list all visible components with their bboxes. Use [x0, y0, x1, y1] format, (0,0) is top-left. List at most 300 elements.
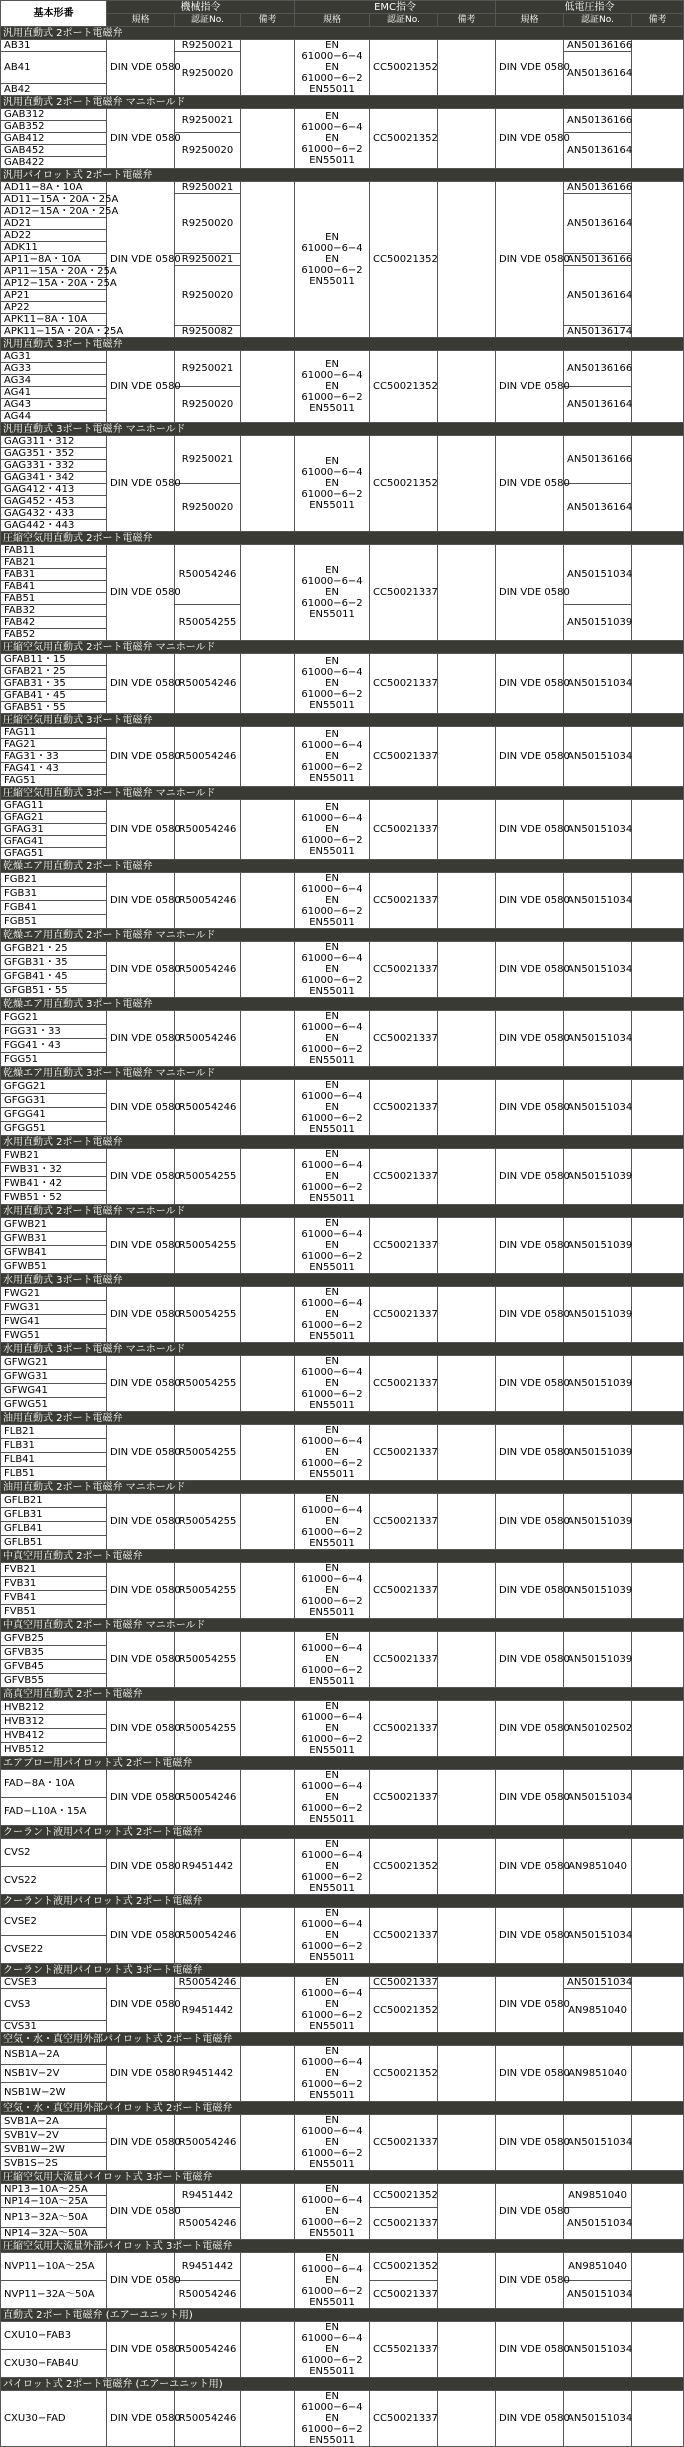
- machinery-cert-no: R9451442: [175, 1989, 241, 2033]
- model-cell: AB42: [1, 84, 107, 96]
- header-machinery-note: 備考: [241, 14, 295, 27]
- emc-standard: EN 61000−6−4 EN 61000−6−2 EN55011: [295, 800, 370, 860]
- section-title: 水用直動式 2ポート電磁弁 マニホールド: [1, 1205, 684, 1218]
- lowvoltage-cert-no: AN50151034: [564, 942, 632, 998]
- model-cell: AP21: [1, 290, 107, 302]
- model-cell: NVP11−32A〜50A: [1, 2281, 107, 2309]
- lowvoltage-cert-no: AN50151034: [564, 2208, 632, 2240]
- model-cell: GAB412: [1, 133, 107, 145]
- model-cell: GFLB31: [1, 1508, 107, 1522]
- header-emc-note: 備考: [438, 14, 496, 27]
- lowvoltage-standard: DIN VDE 0580: [496, 2046, 564, 2102]
- section-header-row: [1, 1895, 684, 1908]
- model-cell: FAB11: [1, 545, 107, 557]
- table-row: [1, 2391, 684, 2447]
- model-cell: GFWG21: [1, 1356, 107, 1370]
- lowvoltage-note: [632, 800, 684, 860]
- model-cell: GFWB51: [1, 1260, 107, 1274]
- lowvoltage-cert-no: AN9851040: [564, 2046, 632, 2102]
- table-row: [1, 2253, 684, 2281]
- section-title: 汎用直動式 3ポート電磁弁: [1, 338, 684, 351]
- emc-cert-no: CC50021337: [370, 1977, 438, 1989]
- lowvoltage-cert-no: AN50136164: [564, 194, 632, 254]
- lowvoltage-cert-no: AN50151034: [564, 1977, 632, 1989]
- machinery-standard: DIN VDE 0580: [107, 40, 175, 96]
- model-cell: NSB1W−2W: [1, 2083, 107, 2102]
- section-title: 圧縮空気用直動式 2ポート電磁弁 マニホールド: [1, 641, 684, 654]
- emc-note: [438, 40, 496, 96]
- emc-note: [438, 436, 496, 532]
- section-title: 圧縮空気用直動式 2ポート電磁弁: [1, 532, 684, 545]
- model-cell: APK11−15A・20A・25A: [1, 326, 107, 338]
- emc-cert-no: CC50021352: [370, 109, 438, 169]
- lowvoltage-standard: DIN VDE 0580: [496, 1632, 564, 1688]
- machinery-cert-no: R9250082: [175, 326, 241, 338]
- lowvoltage-note: [632, 2046, 684, 2102]
- machinery-standard: DIN VDE 0580: [107, 727, 175, 787]
- section-title: 高真空用直動式 2ポート電磁弁: [1, 1688, 684, 1701]
- lowvoltage-standard: DIN VDE 0580: [496, 109, 564, 169]
- machinery-standard: DIN VDE 0580: [107, 1563, 175, 1619]
- machinery-note: [241, 1356, 295, 1412]
- machinery-note: [241, 1839, 295, 1895]
- lowvoltage-cert-no: AN9851040: [564, 2184, 632, 2208]
- emc-note: [438, 1839, 496, 1895]
- section-title: 圧縮空気用大流量外部パイロット式 3ポート電磁弁: [1, 2240, 684, 2253]
- section-title: 油用直動式 2ポート電磁弁 マニホールド: [1, 1481, 684, 1494]
- table-row: [1, 351, 684, 363]
- emc-standard: EN 61000−6−4 EN 61000−6−2 EN55011: [295, 1839, 370, 1895]
- model-cell: FAG21: [1, 739, 107, 751]
- header-lv-std: 規格: [496, 14, 564, 27]
- lowvoltage-note: [632, 1425, 684, 1481]
- machinery-standard: DIN VDE 0580: [107, 1977, 175, 2033]
- model-cell: FAG31・33: [1, 751, 107, 763]
- header-lv-note: 備考: [632, 14, 684, 27]
- table-row: [1, 1287, 684, 1301]
- model-cell: FWG51: [1, 1329, 107, 1343]
- model-cell: GFAG41: [1, 836, 107, 848]
- model-cell: GFLB21: [1, 1494, 107, 1508]
- machinery-cert-no: R9250020: [175, 484, 241, 532]
- model-cell: GFWB31: [1, 1232, 107, 1246]
- section-header-row: [1, 860, 684, 873]
- machinery-standard: DIN VDE 0580: [107, 1080, 175, 1136]
- emc-cert-no: CC50021352: [370, 2253, 438, 2281]
- machinery-cert-no: R9250020: [175, 387, 241, 423]
- lowvoltage-cert-no: AN50136166: [564, 436, 632, 484]
- machinery-note: [241, 109, 295, 169]
- table-body: [1, 27, 684, 2447]
- header-emc-std: 規格: [295, 14, 370, 27]
- emc-cert-no: CC50021337: [370, 800, 438, 860]
- emc-cert-no: CC50021337: [370, 1218, 438, 1274]
- machinery-note: [241, 351, 295, 423]
- lowvoltage-cert-no: AN50136164: [564, 266, 632, 326]
- model-cell: GFAG31: [1, 824, 107, 836]
- model-cell: AG33: [1, 363, 107, 375]
- emc-cert-no: CC50021337: [370, 1080, 438, 1136]
- machinery-cert-no: R9451442: [175, 2046, 241, 2102]
- lowvoltage-note: [632, 545, 684, 641]
- section-title: 乾燥エア用直動式 2ポート電磁弁 マニホールド: [1, 929, 684, 942]
- emc-note: [438, 2046, 496, 2102]
- machinery-cert-no: R9250021: [175, 109, 241, 133]
- emc-standard: EN 61000−6−4 EN 61000−6−2 EN55011: [295, 873, 370, 929]
- machinery-standard: DIN VDE 0580: [107, 1149, 175, 1205]
- model-cell: GFAG11: [1, 800, 107, 812]
- section-header-row: [1, 1619, 684, 1632]
- model-cell: GFAB41・45: [1, 690, 107, 702]
- lowvoltage-cert-no: AN50151034: [564, 2115, 632, 2171]
- table-row: [1, 1908, 684, 1936]
- section-header-row: [1, 929, 684, 942]
- header-emc-directive: EMC指令: [295, 1, 496, 14]
- model-cell: GFVB45: [1, 1660, 107, 1674]
- machinery-note: [241, 1287, 295, 1343]
- model-cell: FGG51: [1, 1053, 107, 1067]
- table-row: [1, 1494, 684, 1508]
- machinery-note: [241, 2184, 295, 2240]
- model-cell: NP14−32A〜50A: [1, 2228, 107, 2240]
- section-header-row: [1, 169, 684, 182]
- model-cell: GFGB41・45: [1, 970, 107, 984]
- model-cell: FAB42: [1, 617, 107, 629]
- emc-note: [438, 654, 496, 714]
- model-cell: CVSE2: [1, 1908, 107, 1936]
- machinery-cert-no: R9451442: [175, 1839, 241, 1895]
- machinery-note: [241, 1632, 295, 1688]
- model-cell: GFVB35: [1, 1646, 107, 1660]
- emc-cert-no: CC50021337: [370, 727, 438, 787]
- lowvoltage-note: [632, 1287, 684, 1343]
- machinery-standard: DIN VDE 0580: [107, 1356, 175, 1412]
- model-cell: SVB1W−2W: [1, 2143, 107, 2157]
- machinery-note: [241, 1908, 295, 1964]
- model-cell: AG43: [1, 399, 107, 411]
- machinery-note: [241, 1080, 295, 1136]
- lowvoltage-standard: DIN VDE 0580: [496, 2253, 564, 2309]
- section-title: 乾燥エア用直動式 3ポート電磁弁 マニホールド: [1, 1067, 684, 1080]
- lowvoltage-note: [632, 654, 684, 714]
- lowvoltage-standard: DIN VDE 0580: [496, 1908, 564, 1964]
- machinery-standard: DIN VDE 0580: [107, 942, 175, 998]
- model-cell: AG31: [1, 351, 107, 363]
- model-cell: GFAB51・55: [1, 702, 107, 714]
- model-cell: AP12−15A・20A・25A: [1, 278, 107, 290]
- emc-standard: EN 61000−6−4 EN 61000−6−2 EN55011: [295, 1356, 370, 1412]
- emc-standard: EN 61000−6−4 EN 61000−6−2 EN55011: [295, 2391, 370, 2447]
- emc-standard: EN 61000−6−4 EN 61000−6−2 EN55011: [295, 2253, 370, 2309]
- model-cell: GAG331・332: [1, 460, 107, 472]
- machinery-note: [241, 1011, 295, 1067]
- model-cell: GFAB11・15: [1, 654, 107, 666]
- section-title: 汎用直動式 2ポート電磁弁 マニホールド: [1, 96, 684, 109]
- model-cell: FWG31: [1, 1301, 107, 1315]
- emc-note: [438, 1977, 496, 2033]
- header-lv-cert: 認証No.: [564, 14, 632, 27]
- model-cell: NP13−10A〜25A: [1, 2184, 107, 2196]
- model-cell: AG44: [1, 411, 107, 423]
- machinery-note: [241, 727, 295, 787]
- model-cell: NVP11−10A〜25A: [1, 2253, 107, 2281]
- lowvoltage-note: [632, 1563, 684, 1619]
- model-cell: HVB512: [1, 1743, 107, 1757]
- emc-cert-no: CC50021352: [370, 436, 438, 532]
- emc-note: [438, 942, 496, 998]
- table-row: [1, 2046, 684, 2065]
- lowvoltage-standard: DIN VDE 0580: [496, 545, 564, 641]
- model-cell: FWB51・52: [1, 1191, 107, 1205]
- model-cell: GAB312: [1, 109, 107, 121]
- lowvoltage-note: [632, 1218, 684, 1274]
- lowvoltage-cert-no: AN50136166: [564, 40, 632, 52]
- table-row: [1, 436, 684, 448]
- lowvoltage-note: [632, 2115, 684, 2171]
- emc-cert-no: CC50021337: [370, 2208, 438, 2240]
- lowvoltage-note: [632, 182, 684, 338]
- emc-note: [438, 2322, 496, 2378]
- lowvoltage-standard: DIN VDE 0580: [496, 654, 564, 714]
- emc-note: [438, 1080, 496, 1136]
- machinery-cert-no: R9250021: [175, 351, 241, 387]
- model-cell: GFVB55: [1, 1674, 107, 1688]
- emc-note: [438, 1494, 496, 1550]
- machinery-note: [241, 2391, 295, 2447]
- section-title: 汎用パイロット式 2ポート電磁弁: [1, 169, 684, 182]
- model-cell: GFAB21・25: [1, 666, 107, 678]
- machinery-standard: DIN VDE 0580: [107, 800, 175, 860]
- machinery-cert-no: R9250020: [175, 133, 241, 169]
- lowvoltage-note: [632, 1701, 684, 1757]
- section-header-row: [1, 1481, 684, 1494]
- model-cell: GFWG31: [1, 1370, 107, 1384]
- model-cell: GAG412・413: [1, 484, 107, 496]
- section-header-row: [1, 2309, 684, 2322]
- emc-standard: EN 61000−6−4 EN 61000−6−2 EN55011: [295, 1011, 370, 1067]
- lowvoltage-standard: DIN VDE 0580: [496, 1977, 564, 2033]
- machinery-cert-no: R50054246: [175, 1080, 241, 1136]
- model-cell: GFLB51: [1, 1536, 107, 1550]
- model-cell: FAD−8A・10A: [1, 1770, 107, 1798]
- machinery-cert-no: R9250020: [175, 194, 241, 254]
- lowvoltage-standard: DIN VDE 0580: [496, 1287, 564, 1343]
- lowvoltage-standard: DIN VDE 0580: [496, 1356, 564, 1412]
- emc-cert-no: CC50021337: [370, 1425, 438, 1481]
- emc-standard: EN 61000−6−4 EN 61000−6−2 EN55011: [295, 1425, 370, 1481]
- lowvoltage-cert-no: AN50151039: [564, 1356, 632, 1412]
- lowvoltage-standard: DIN VDE 0580: [496, 1563, 564, 1619]
- lowvoltage-cert-no: AN50136164: [564, 133, 632, 169]
- emc-cert-no: CC50021337: [370, 873, 438, 929]
- model-cell: SVB1S−2S: [1, 2157, 107, 2171]
- emc-cert-no: CC50021337: [370, 2391, 438, 2447]
- section-header-row: [1, 1826, 684, 1839]
- table-row: [1, 1356, 684, 1370]
- model-cell: GFAG51: [1, 848, 107, 860]
- section-header-row: [1, 1688, 684, 1701]
- lowvoltage-cert-no: AN50151039: [564, 1563, 632, 1619]
- model-cell: NSB1V−2V: [1, 2064, 107, 2083]
- model-cell: AD12−15A・20A・25A: [1, 206, 107, 218]
- emc-note: [438, 182, 496, 338]
- model-cell: FGB41: [1, 901, 107, 915]
- header-machinery-cert: 認証No.: [175, 14, 241, 27]
- machinery-note: [241, 1701, 295, 1757]
- machinery-note: [241, 40, 295, 96]
- emc-standard: EN 61000−6−4 EN 61000−6−2 EN55011: [295, 436, 370, 532]
- machinery-standard: DIN VDE 0580: [107, 1011, 175, 1067]
- model-cell: GAG341・342: [1, 472, 107, 484]
- lowvoltage-cert-no: AN50136166: [564, 351, 632, 387]
- model-cell: GFGG51: [1, 1122, 107, 1136]
- machinery-standard: DIN VDE 0580: [107, 545, 175, 641]
- model-cell: CXU30−FAB4U: [1, 2350, 107, 2378]
- machinery-cert-no: R50054255: [175, 1563, 241, 1619]
- machinery-cert-no: R50054255: [175, 1149, 241, 1205]
- lowvoltage-cert-no: AN9851040: [564, 1839, 632, 1895]
- model-cell: ADK11: [1, 242, 107, 254]
- section-header-row: [1, 1067, 684, 1080]
- emc-cert-no: CC50021352: [370, 1839, 438, 1895]
- emc-note: [438, 2391, 496, 2447]
- model-cell: FAD−L10A・15A: [1, 1798, 107, 1826]
- section-header-row: [1, 27, 684, 40]
- machinery-note: [241, 1218, 295, 1274]
- table-row: [1, 1701, 684, 1715]
- machinery-note: [241, 2253, 295, 2309]
- emc-standard: EN 61000−6−4 EN 61000−6−2 EN55011: [295, 1218, 370, 1274]
- machinery-cert-no: R50054255: [175, 1701, 241, 1757]
- model-cell: GAG432・433: [1, 508, 107, 520]
- table-row: [1, 1563, 684, 1577]
- machinery-cert-no: R50054246: [175, 1770, 241, 1826]
- lowvoltage-note: [632, 1770, 684, 1826]
- lowvoltage-cert-no: AN50151034: [564, 2391, 632, 2447]
- machinery-standard: DIN VDE 0580: [107, 2253, 175, 2309]
- emc-cert-no: CC50021337: [370, 1908, 438, 1964]
- lowvoltage-note: [632, 2391, 684, 2447]
- machinery-standard: DIN VDE 0580: [107, 1770, 175, 1826]
- machinery-cert-no: R50054255: [175, 1356, 241, 1412]
- machinery-standard: DIN VDE 0580: [107, 1701, 175, 1757]
- machinery-standard: DIN VDE 0580: [107, 1908, 175, 1964]
- lowvoltage-standard: DIN VDE 0580: [496, 351, 564, 423]
- model-cell: FGB21: [1, 873, 107, 887]
- model-cell: GFVB25: [1, 1632, 107, 1646]
- lowvoltage-cert-no: AN50151039: [564, 1632, 632, 1688]
- machinery-cert-no: R9250020: [175, 266, 241, 326]
- table-row: [1, 1080, 684, 1094]
- machinery-standard: DIN VDE 0580: [107, 1218, 175, 1274]
- model-cell: GFGG21: [1, 1080, 107, 1094]
- emc-note: [438, 1701, 496, 1757]
- model-cell: FAB31: [1, 569, 107, 581]
- emc-standard: EN 61000−6−4 EN 61000−6−2 EN55011: [295, 1701, 370, 1757]
- emc-note: [438, 2253, 496, 2309]
- model-cell: GAB352: [1, 121, 107, 133]
- lowvoltage-cert-no: AN50151034: [564, 1011, 632, 1067]
- table-row: [1, 1011, 684, 1025]
- section-title: 水用直動式 3ポート電磁弁: [1, 1274, 684, 1287]
- model-cell: AP22: [1, 302, 107, 314]
- lowvoltage-note: [632, 2184, 684, 2240]
- emc-cert-no: CC50021337: [370, 1011, 438, 1067]
- model-cell: FWB31・32: [1, 1163, 107, 1177]
- machinery-standard: DIN VDE 0580: [107, 2322, 175, 2378]
- emc-cert-no: CC50021352: [370, 182, 438, 338]
- model-cell: CVS3: [1, 1989, 107, 2021]
- model-cell: FGB51: [1, 915, 107, 929]
- table-row: [1, 1839, 684, 1867]
- machinery-cert-no: R9451442: [175, 2184, 241, 2208]
- model-cell: CVS31: [1, 2021, 107, 2033]
- emc-note: [438, 1632, 496, 1688]
- model-cell: GFGB31・35: [1, 956, 107, 970]
- model-cell: GAG442・443: [1, 520, 107, 532]
- emc-standard: EN 61000−6−4 EN 61000−6−2 EN55011: [295, 1287, 370, 1343]
- emc-cert-no: CC50021352: [370, 351, 438, 423]
- model-cell: GFWB41: [1, 1246, 107, 1260]
- lowvoltage-standard: DIN VDE 0580: [496, 1701, 564, 1757]
- emc-standard: EN 61000−6−4 EN 61000−6−2 EN55011: [295, 182, 370, 338]
- section-title: 圧縮空気用大流量パイロット式 3ポート電磁弁: [1, 2171, 684, 2184]
- machinery-standard: DIN VDE 0580: [107, 1425, 175, 1481]
- model-cell: FAB32: [1, 605, 107, 617]
- model-cell: GFWG51: [1, 1398, 107, 1412]
- machinery-cert-no: R50054246: [175, 2115, 241, 2171]
- emc-cert-no: CC50021337: [370, 1563, 438, 1619]
- table-row: [1, 727, 684, 739]
- machinery-note: [241, 1149, 295, 1205]
- model-cell: CVSE22: [1, 1936, 107, 1964]
- lowvoltage-note: [632, 1977, 684, 2033]
- emc-cert-no: CC55021337: [370, 2322, 438, 2378]
- lowvoltage-cert-no: AN9851040: [564, 2253, 632, 2281]
- section-title: クーラント液用パイロット式 3ポート電磁弁: [1, 1964, 684, 1977]
- lowvoltage-standard: DIN VDE 0580: [496, 40, 564, 96]
- model-cell: AD21: [1, 218, 107, 230]
- lowvoltage-cert-no: AN50151039: [564, 1218, 632, 1274]
- model-cell: CXU10−FAB3: [1, 2322, 107, 2350]
- table-row: [1, 873, 684, 887]
- lowvoltage-cert-no: AN50151039: [564, 1149, 632, 1205]
- lowvoltage-note: [632, 1356, 684, 1412]
- model-cell: HVB312: [1, 1715, 107, 1729]
- model-cell: AB41: [1, 52, 107, 84]
- emc-standard: EN 61000−6−4 EN 61000−6−2 EN55011: [295, 1770, 370, 1826]
- emc-note: [438, 1770, 496, 1826]
- section-title: 空気・水・真空用外部パイロット式 2ポート電磁弁: [1, 2033, 684, 2046]
- machinery-note: [241, 1425, 295, 1481]
- emc-cert-no: CC50021337: [370, 1701, 438, 1757]
- machinery-standard: DIN VDE 0580: [107, 2115, 175, 2171]
- header-base-model: 基本形番: [1, 1, 107, 27]
- emc-note: [438, 1356, 496, 1412]
- emc-note: [438, 1563, 496, 1619]
- section-header-row: [1, 1343, 684, 1356]
- machinery-note: [241, 1494, 295, 1550]
- table-row: [1, 942, 684, 956]
- section-title: 汎用直動式 2ポート電磁弁: [1, 27, 684, 40]
- machinery-note: [241, 942, 295, 998]
- model-cell: FLB51: [1, 1467, 107, 1481]
- lowvoltage-cert-no: AN50151034: [564, 727, 632, 787]
- model-cell: FVB21: [1, 1563, 107, 1577]
- emc-cert-no: CC50021352: [370, 2046, 438, 2102]
- model-cell: CVS22: [1, 1867, 107, 1895]
- machinery-note: [241, 1770, 295, 1826]
